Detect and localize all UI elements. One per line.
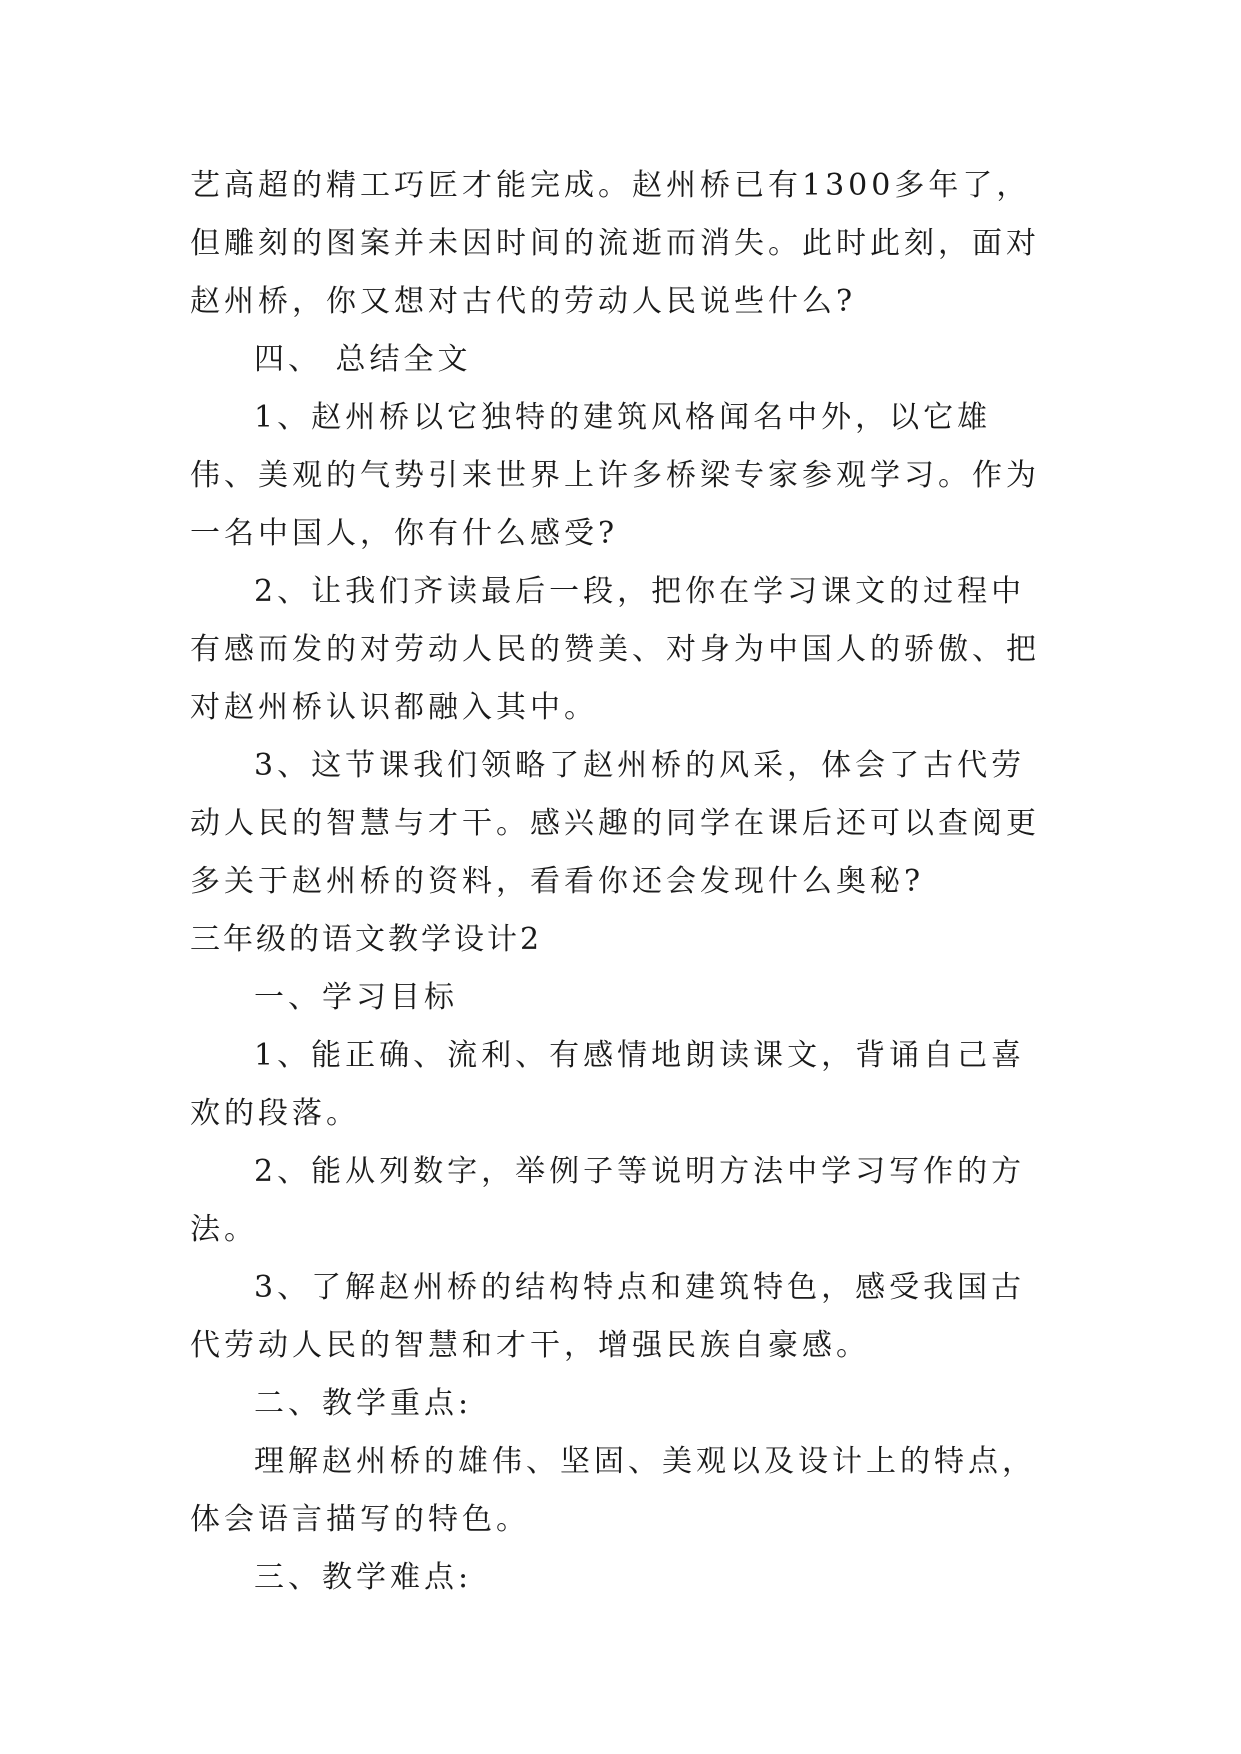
paragraph: 1、赵州桥以它独特的建筑风格闻名中外，以它雄伟、美观的气势引来世界上许多桥梁专家参观学习。作为一名中国人，你有什么感受? xyxy=(190,400,1040,551)
paragraph: 3、了解赵州桥的结构特点和建筑特色，感受我国古代劳动人民的智慧和才干，增强民族自豪感。 xyxy=(190,1270,1026,1363)
paragraph: 1、能正确、流利、有感情地朗读课文，背诵自己喜欢的段落。 xyxy=(190,1038,1026,1131)
document-section-title: 三年级的语文教学设计2 xyxy=(190,922,543,957)
section-heading: 一、学习目标 xyxy=(254,980,458,1015)
section-heading: 二、教学重点: xyxy=(254,1386,473,1421)
document-body xyxy=(190,157,1052,1607)
paragraph: 艺高超的精工巧匠才能完成。赵州桥已有1300多年了，但雕刻的图案并未因时间的流逝而消失。此时此刻，面对赵州桥，你又想对古代的劳动人民说些什么? xyxy=(190,168,1040,319)
paragraph: 理解赵州桥的雄伟、坚固、美观以及设计上的特点，体会语言描写的特色。 xyxy=(190,1444,1036,1537)
section-heading: 三、教学难点: xyxy=(254,1560,473,1595)
paragraph: 3、这节课我们领略了赵州桥的风采，体会了古代劳动人民的智慧与才干。感兴趣的同学在课后还可以查阅更多关于赵州桥的资料，看看你还会发现什么奥秘? xyxy=(190,748,1040,899)
paragraph: 2、能从列数字，举例子等说明方法中学习写作的方法。 xyxy=(190,1154,1026,1247)
section-heading: 四、 总结全文 xyxy=(254,342,472,377)
paragraph: 2、让我们齐读最后一段，把你在学习课文的过程中有感而发的对劳动人民的赞美、对身为中国人的骄傲、把对赵州桥认识都融入其中。 xyxy=(190,574,1040,725)
